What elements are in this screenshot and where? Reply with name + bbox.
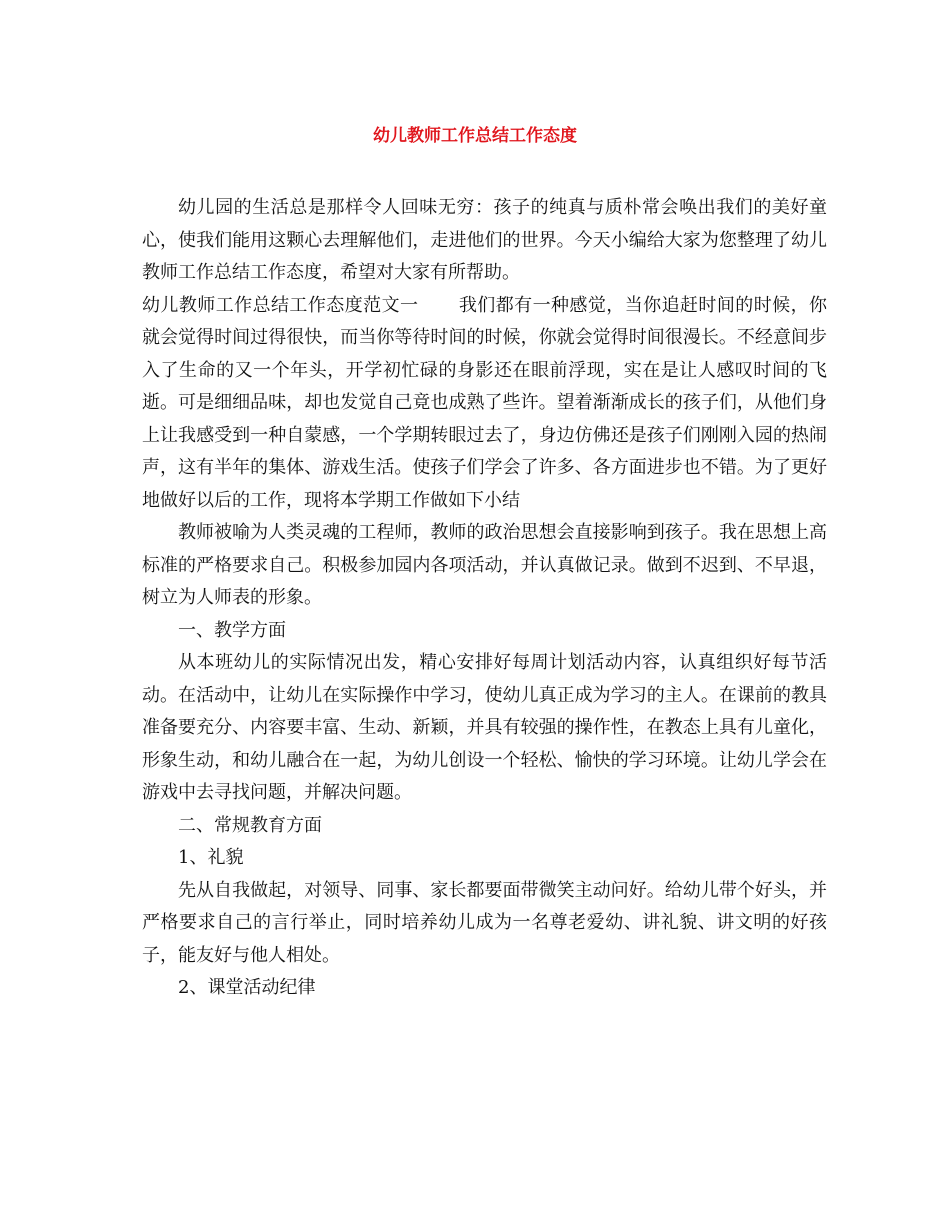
intro-paragraph: 幼儿园的生活总是那样令人回味无穷：孩子的纯真与质朴常会唤出我们的美好童心，使我们能用这颗心去理解他们，走进他们的世界。今天小编给大家为您整理了幼儿教师工作总结工作态度，希望对大家有所帮助。 bbox=[142, 197, 827, 283]
teaching-paragraph: 从本班幼儿的实际情况出发，精心安排好每周计划活动内容，认真组织好每节活动。在活动中，让幼儿在实际操作中学习，使幼儿真正成为学习的主人。在课前的教具准备要充分、内容要丰富、生动、新颖，并具有较强的操作性，在教态上具有儿童化，形象生动，和幼儿融合在一起，为幼儿创设一个轻松、愉快的学习环境。让幼儿学会在游戏中去寻找问题，并解决问题。 bbox=[142, 652, 827, 803]
heading-courtesy: 1、礼貌 bbox=[178, 847, 244, 868]
document-body bbox=[142, 192, 827, 1005]
heading-routine: 二、常规教育方面 bbox=[178, 814, 322, 836]
sample-heading: 幼儿教师工作总结工作态度范文一 bbox=[142, 294, 419, 316]
sample-paragraph bbox=[142, 290, 827, 518]
courtesy-paragraph: 先从自我做起，对领导、同事、家长都要面带微笑主动问好。给幼儿带个好头，并严格要求自己的言行举止，同时培养幼儿成为一名尊老爱幼、讲礼貌、讲文明的好孩子，能友好与他人相处。 bbox=[142, 879, 827, 966]
heading-discipline: 2、课堂活动纪律 bbox=[178, 977, 316, 998]
heading-teaching: 一、教学方面 bbox=[178, 619, 286, 641]
sample-paragraph-text: 我们都有一种感觉，当你追赶时间的时候，你就会觉得时间过得很快，而当你等待时间的时候，你就会觉得时间很漫长。不经意间步入了生命的又一个年头，开学初忙碌的身影还在眼前浮现，实在是让人感叹时间的飞逝。可是细细品味，却也发觉自己竟也成熟了些许。望着渐渐成长的孩子们，从他们身上让我感受到一种自蒙感，一个学期转眼过去了，身边仿佛还是孩子们刚刚入园的热闹声，这有半年的集体、游戏生活。使孩子们学会了许多、各方面进步也不错。为了更好地做好以后的工作，现将本学期工作做如下小结 bbox=[142, 294, 828, 511]
document-title: 幼儿教师工作总结工作态度 bbox=[373, 126, 577, 146]
attitude-paragraph: 教师被喻为人类灵魂的工程师，教师的政治思想会直接影响到孩子。我在思想上高标准的严格要求自己。积极参加园内各项活动，并认真做记录。做到不迟到、不早退，树立为人师表的形象。 bbox=[142, 522, 827, 608]
